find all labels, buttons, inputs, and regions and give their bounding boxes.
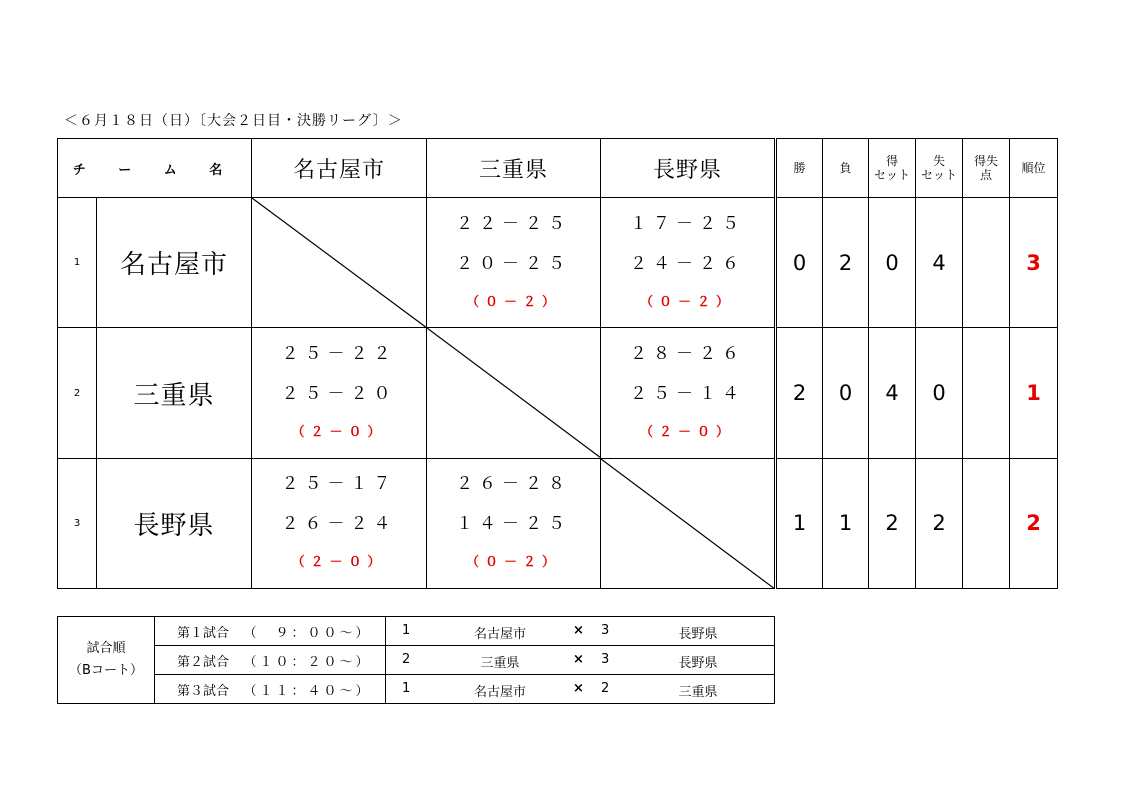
sets-won: 4 [869, 328, 916, 458]
col-team-2: 三重県 [427, 139, 601, 198]
col-team-3: 長野県 [601, 139, 776, 198]
set-score-1: ２８－２６ [630, 344, 746, 365]
sets-lost-header: 失 セット [916, 139, 963, 198]
game-time: （１１：４０～） [242, 675, 386, 704]
set-score-2: １４－２５ [456, 514, 572, 535]
game-time: （１０：２０～） [242, 646, 386, 675]
schedule-row [58, 617, 775, 646]
row-number: 2 [58, 328, 97, 458]
sets-won-header: 得 セット [869, 139, 916, 198]
team-row-1 [58, 198, 1058, 328]
loss-count: 0 [823, 328, 869, 458]
set-score-1: １７－２５ [630, 213, 746, 234]
sets-result: （２－０） [291, 425, 387, 441]
match-result [427, 458, 601, 588]
schedule-row [58, 646, 775, 675]
set-diff [963, 458, 1010, 588]
header-row [58, 139, 1058, 198]
self-match-cell [427, 328, 601, 458]
rank: 3 [1010, 198, 1058, 328]
sets-result: （２－０） [291, 555, 387, 571]
set-score-1: ２５－２２ [281, 344, 397, 365]
set-score-1: ２５－１７ [281, 474, 397, 495]
set-score-2: ２６－２４ [281, 514, 397, 535]
col-team-1: 名古屋市 [252, 139, 427, 198]
set-diff-header: 得失 点 [963, 139, 1010, 198]
team-1-name: 三重県 [480, 656, 520, 671]
win-header: 勝 [776, 139, 823, 198]
row-number: 1 [58, 198, 97, 328]
game-matchup [386, 646, 775, 675]
set-score-1: ２２－２５ [456, 213, 572, 234]
team-1-name: 名古屋市 [473, 627, 526, 642]
team-row-2 [58, 328, 1058, 458]
row-number: 3 [58, 458, 97, 588]
self-match-cell [601, 458, 776, 588]
rank: 1 [1010, 328, 1058, 458]
sets-result: （２－０） [640, 425, 736, 441]
team-1-number: 1 [402, 681, 411, 696]
set-score-2: ２５－１４ [630, 384, 746, 405]
team-name: 三重県 [97, 328, 252, 458]
sets-lost: 2 [916, 458, 963, 588]
team-1-name: 名古屋市 [473, 685, 526, 700]
team-2-name: 長野県 [678, 656, 718, 671]
sets-won: 2 [869, 458, 916, 588]
versus-mark: × [573, 623, 584, 638]
court-label: （Bコート） [69, 663, 143, 678]
match-result [601, 198, 776, 328]
set-score-2: ２５－２０ [281, 384, 397, 405]
schedule-table [57, 616, 775, 704]
set-diff [963, 198, 1010, 328]
rank: 2 [1010, 458, 1058, 588]
win-count: 2 [776, 328, 823, 458]
schedule-order-label: 試合順 [86, 641, 126, 656]
schedule-row [58, 675, 775, 704]
loss-header: 負 [823, 139, 869, 198]
game-matchup [386, 617, 775, 646]
game-time: （ ９：００～） [242, 617, 386, 646]
game-label: 第２試合 [155, 646, 242, 675]
game-label: 第３試合 [155, 675, 242, 704]
team-2-name: 長野県 [678, 627, 718, 642]
team-1-number: 1 [402, 623, 411, 638]
schedule-label [58, 617, 155, 704]
loss-count: 1 [823, 458, 869, 588]
team-name: 名古屋市 [97, 198, 252, 328]
versus-mark: × [573, 681, 584, 696]
team-2-number: 3 [601, 623, 610, 638]
loss-count: 2 [823, 198, 869, 328]
sets-result: （０－２） [640, 294, 736, 310]
match-result [252, 328, 427, 458]
team-2-number: 3 [601, 652, 610, 667]
set-diff [963, 328, 1010, 458]
game-label: 第１試合 [155, 617, 242, 646]
results-table [57, 138, 1058, 589]
rank-header: 順位 [1010, 139, 1058, 198]
set-score-2: ２０－２５ [456, 253, 572, 274]
team-2-number: 2 [601, 681, 610, 696]
match-result [252, 458, 427, 588]
team-1-number: 2 [402, 652, 411, 667]
team-name-header: チ ー ム 名 [58, 139, 252, 198]
sets-won: 0 [869, 198, 916, 328]
game-matchup [386, 675, 775, 704]
self-match-cell [252, 198, 427, 328]
team-2-name: 三重県 [678, 685, 718, 700]
match-result [427, 198, 601, 328]
team-row-3 [58, 458, 1058, 588]
team-name: 長野県 [97, 458, 252, 588]
win-count: 0 [776, 198, 823, 328]
versus-mark: × [573, 652, 584, 667]
sets-result: （０－２） [466, 555, 562, 571]
match-result [601, 328, 776, 458]
sets-lost: 4 [916, 198, 963, 328]
sets-result: （０－２） [466, 294, 562, 310]
page-title: ＜６月１８日（日）〔大会２日目・決勝リーグ〕＞ [64, 113, 403, 129]
win-count: 1 [776, 458, 823, 588]
set-score-2: ２４－２６ [630, 253, 746, 274]
set-score-1: ２６－２８ [456, 474, 572, 495]
sets-lost: 0 [916, 328, 963, 458]
